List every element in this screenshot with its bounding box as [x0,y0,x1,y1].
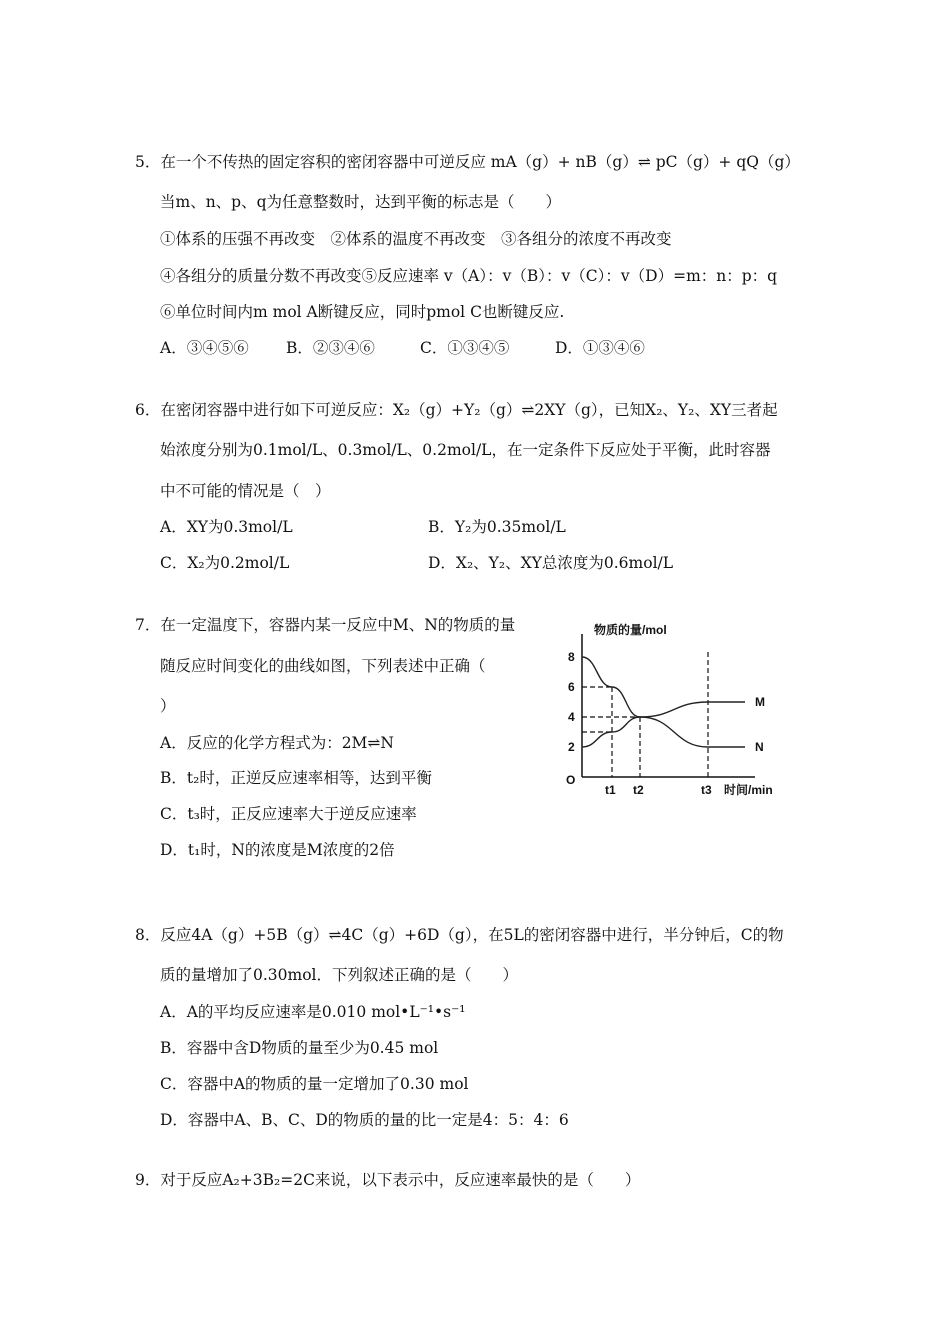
q5-option-d: D．①③④⑥ [555,339,645,357]
q7-option-d: D．t₁时，N的浓度是M浓度的2倍 [160,841,395,859]
q7-line3: ） [160,697,176,715]
q6-line2: 始浓度分别为0.1mol/L、0.3mol/L、0.2mol/L，在一定条件下反应处于平衡，此时容器 [160,441,771,459]
q6-option-a: A．XY为0.3mol/L [160,518,293,536]
q5-line3: ①体系的压强不再改变 ②体系的温度不再改变 ③各组分的浓度不再改变 [160,230,672,248]
x-tick-label-t3: t3 [701,783,712,797]
amount-time-chart [560,612,790,802]
q6-line1: 6．在密闭容器中进行如下可逆反应：X₂（g）+Y₂（g）⇌2XY（g），已知X₂、Y₂、XY三者起 [135,401,778,419]
q8-line2: 质的量增加了0.30mol．下列叙述正确的是（ ） [160,966,518,984]
q5-option-c: C．①③④⑤ [420,339,510,357]
q5-option-a: A．③④⑤⑥ [160,339,249,357]
series-label-M: M [755,695,765,709]
q5-option-b: B．②③④⑥ [286,339,375,357]
q8-option-c: C．容器中A的物质的量一定增加了0.30 mol [160,1075,469,1093]
series-label-N: N [755,740,764,754]
y-tick-label-4: 4 [568,710,575,724]
q6-option-c: C．X₂为0.2mol/L [160,554,290,572]
q5-line2: 当m、n、p、q为任意整数时，达到平衡的标志是（ ） [160,193,562,211]
q7-option-c: C．t₃时，正反应速率大于逆反应速率 [160,805,417,823]
q8-option-a: A．A的平均反应速率是0.010 mol•L⁻¹•s⁻¹ [160,1003,466,1021]
y-tick-label-8: 8 [568,650,575,664]
y-tick-label-2: 2 [568,740,575,754]
x-tick-label-t1: t1 [605,783,616,797]
q5-line1: 5．在一个不传热的固定容积的密闭容器中可逆反应 mA（g）+ nB（g）⇌ pC（g）+ qQ（g） [135,153,800,171]
q9-line1: 9．对于反应A₂+3B₂=2C来说，以下表示中，反应速率最快的是（ ） [135,1171,641,1189]
q7-line2: 随反应时间变化的曲线如图，下列表述中正确（ [160,657,486,675]
q7-option-a: A．反应的化学方程式为：2M⇌N [160,734,394,752]
q6-line3: 中不可能的情况是（ ） [160,482,331,500]
q8-option-d: D．容器中A、B、C、D的物质的量的比一定是4：5：4：6 [160,1111,569,1129]
q8-option-b: B．容器中含D物质的量至少为0.45 mol [160,1039,439,1057]
x-tick-label-t2: t2 [633,783,644,797]
q5-line5: ⑥单位时间内m mol A断键反应，同时pmol C也断键反应. [160,303,565,321]
q7-option-b: B．t₂时，正逆反应速率相等，达到平衡 [160,769,432,787]
x-axis-label: 时间/min [724,783,773,797]
q8-line1: 8．反应4A（g）+5B（g）⇌4C（g）+6D（g），在5L的密闭容器中进行，半分钟后，C的物 [135,926,784,944]
y-axis-label: 物质的量/mol [594,623,667,637]
q7-line1: 7．在一定温度下，容器内某一反应中M、N的物质的量 [135,616,516,634]
q5-line4: ④各组分的质量分数不再改变⑤反应速率 v（A）：v（B）：v（C）：v（D）=m：n：p：q [160,267,778,285]
q6-option-b: B．Y₂为0.35mol/L [428,518,566,536]
origin-label: O [566,773,576,787]
y-tick-label-6: 6 [568,680,575,694]
q6-option-d: D．X₂、Y₂、XY总浓度为0.6mol/L [428,554,674,572]
